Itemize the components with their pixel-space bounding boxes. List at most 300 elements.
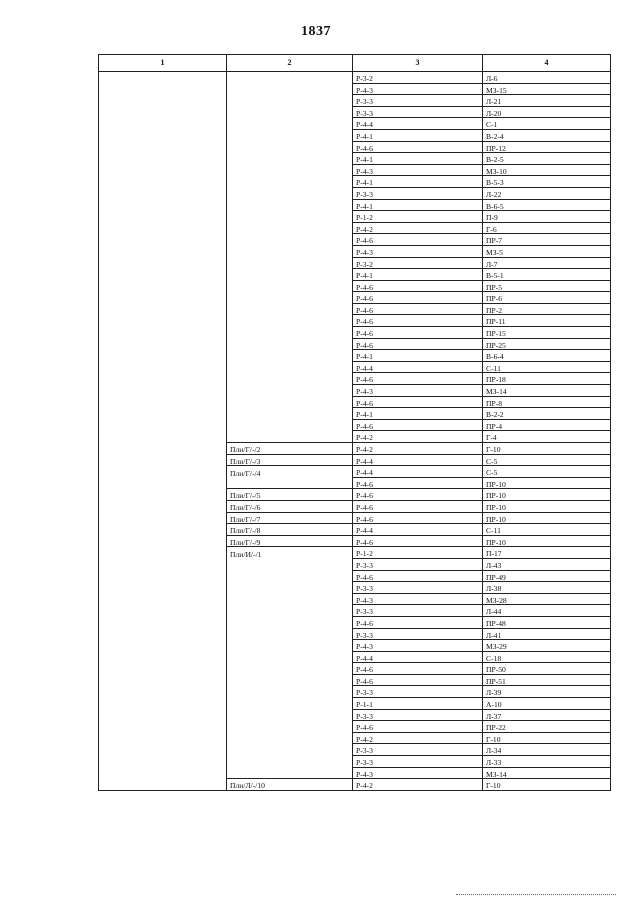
- table-cell-col3: Р-4-6: [353, 396, 483, 408]
- table-row: [99, 72, 611, 84]
- table-cell-col3: Р-3-3: [353, 744, 483, 756]
- table-row: [99, 327, 611, 339]
- table-cell-col1: [99, 118, 227, 130]
- table-cell-col3: Р-3-3: [353, 187, 483, 199]
- table-cell-col1: [99, 443, 227, 455]
- table-row: [99, 593, 611, 605]
- table-row: [99, 338, 611, 350]
- table-cell-col4: Л-37: [483, 709, 611, 721]
- table-cell-col3: Р-3-2: [353, 72, 483, 84]
- table-cell-col3: Р-4-3: [353, 385, 483, 397]
- table-cell-col2: Пли/Г/-/2: [227, 443, 353, 455]
- table-cell-col3: Р-4-6: [353, 674, 483, 686]
- table-cell-col4: С-11: [483, 361, 611, 373]
- table-row: [99, 605, 611, 617]
- table-cell-col2: [227, 72, 353, 84]
- table-cell-col4: ПР-2: [483, 303, 611, 315]
- table-cell-col4: ПР-49: [483, 570, 611, 582]
- table-cell-col4: Л-39: [483, 686, 611, 698]
- table-cell-col2: [227, 95, 353, 107]
- table-row: [99, 466, 611, 478]
- table-cell-col3: Р-4-6: [353, 570, 483, 582]
- table-cell-col3: Р-4-2: [353, 222, 483, 234]
- table-cell-col2: [227, 582, 353, 594]
- table-cell-col1: [99, 709, 227, 721]
- table-cell-col1: [99, 303, 227, 315]
- table-cell-col1: [99, 176, 227, 188]
- table-cell-col3: Р-4-6: [353, 477, 483, 489]
- table-cell-col4: Г-10: [483, 779, 611, 791]
- table-cell-col2: [227, 211, 353, 223]
- table-cell-col4: МЗ-15: [483, 83, 611, 95]
- table-cell-col2: [227, 141, 353, 153]
- table-row: [99, 489, 611, 501]
- table-row: [99, 199, 611, 211]
- table-cell-col1: [99, 593, 227, 605]
- table-row: [99, 779, 611, 791]
- table-cell-col4: ПР-12: [483, 141, 611, 153]
- table-cell-col2: [227, 756, 353, 768]
- table-row: [99, 756, 611, 768]
- table-row: [99, 431, 611, 443]
- table-cell-col4: Л-43: [483, 558, 611, 570]
- table-cell-col4: Л-44: [483, 605, 611, 617]
- table-cell-col3: Р-4-4: [353, 524, 483, 536]
- table-cell-col1: [99, 245, 227, 257]
- table-cell-col1: [99, 651, 227, 663]
- table-cell-col1: [99, 396, 227, 408]
- table-cell-col2: Пли/Г/-/4: [227, 466, 353, 478]
- table-cell-col4: Л-34: [483, 744, 611, 756]
- table-row: [99, 721, 611, 733]
- table-cell-col4: С-5: [483, 466, 611, 478]
- table-row: [99, 176, 611, 188]
- table-row: [99, 535, 611, 547]
- table-cell-col2: [227, 176, 353, 188]
- table-cell-col1: [99, 199, 227, 211]
- table-cell-col3: Р-4-1: [353, 153, 483, 165]
- table-cell-col4: ПР-48: [483, 616, 611, 628]
- table-cell-col2: [227, 257, 353, 269]
- table-row: [99, 628, 611, 640]
- table-row: [99, 211, 611, 223]
- table-row: [99, 315, 611, 327]
- table-cell-col2: [227, 327, 353, 339]
- table-cell-col2: Пли/И/-/1: [227, 547, 353, 559]
- table-row: [99, 616, 611, 628]
- table-cell-col2: Пли/Г/-/5: [227, 489, 353, 501]
- column-header-2: 2: [227, 55, 353, 72]
- table-cell-col2: [227, 222, 353, 234]
- table-cell-col4: В-6-5: [483, 199, 611, 211]
- table-cell-col2: [227, 234, 353, 246]
- table-row: [99, 477, 611, 489]
- table-row: [99, 408, 611, 420]
- table-cell-col1: [99, 257, 227, 269]
- table-cell-col1: [99, 500, 227, 512]
- table-cell-col1: [99, 385, 227, 397]
- table-row: [99, 187, 611, 199]
- table-cell-col1: [99, 547, 227, 559]
- column-header-4: 4: [483, 55, 611, 72]
- table-cell-col4: МЗ-14: [483, 385, 611, 397]
- table-cell-col3: Р-4-6: [353, 338, 483, 350]
- table-cell-col2: Пли/Г/-/9: [227, 535, 353, 547]
- table-cell-col2: [227, 350, 353, 362]
- table-cell-col3: Р-4-4: [353, 454, 483, 466]
- table-cell-col3: Р-1-2: [353, 547, 483, 559]
- table-cell-col1: [99, 477, 227, 489]
- table-cell-col4: Л-22: [483, 187, 611, 199]
- table-cell-col3: Р-1-1: [353, 698, 483, 710]
- data-table: [98, 54, 611, 791]
- table-cell-col2: [227, 570, 353, 582]
- table-cell-col2: [227, 431, 353, 443]
- table-cell-col1: [99, 674, 227, 686]
- table-cell-col4: ПР-4: [483, 419, 611, 431]
- table-cell-col4: В-2-2: [483, 408, 611, 420]
- table-cell-col2: [227, 698, 353, 710]
- table-cell-col2: Пли/Г/-/6: [227, 500, 353, 512]
- table-cell-col1: [99, 535, 227, 547]
- table-cell-col2: Пли/Г/-/8: [227, 524, 353, 536]
- table-cell-col3: Р-4-3: [353, 245, 483, 257]
- table-cell-col3: Р-4-2: [353, 431, 483, 443]
- table-row: [99, 385, 611, 397]
- table-cell-col1: [99, 616, 227, 628]
- table-cell-col2: [227, 385, 353, 397]
- table-cell-col4: ПР-5: [483, 280, 611, 292]
- table-cell-col1: [99, 211, 227, 223]
- table-row: [99, 500, 611, 512]
- table-cell-col1: [99, 767, 227, 779]
- table-cell-col3: Р-4-6: [353, 616, 483, 628]
- table-cell-col3: Р-4-6: [353, 303, 483, 315]
- table-cell-col2: [227, 558, 353, 570]
- table-cell-col2: Пли/Г/-/3: [227, 454, 353, 466]
- table-cell-col2: [227, 767, 353, 779]
- table-cell-col3: Р-4-1: [353, 199, 483, 211]
- table-cell-col1: [99, 83, 227, 95]
- table-cell-col1: [99, 373, 227, 385]
- table-row: [99, 732, 611, 744]
- table-row: [99, 663, 611, 675]
- table-cell-col2: [227, 640, 353, 652]
- table-row: [99, 454, 611, 466]
- table-cell-col4: МЗ-29: [483, 640, 611, 652]
- table-row: [99, 547, 611, 559]
- table-cell-col2: [227, 199, 353, 211]
- table-cell-col4: ПР-10: [483, 512, 611, 524]
- table-row: [99, 373, 611, 385]
- table-row: [99, 698, 611, 710]
- table-cell-col2: Пли/Г/-/7: [227, 512, 353, 524]
- table-cell-col1: [99, 732, 227, 744]
- table-cell-col4: ПР-10: [483, 500, 611, 512]
- table-cell-col1: [99, 558, 227, 570]
- table-cell-col4: Л-20: [483, 106, 611, 118]
- table-row: [99, 686, 611, 698]
- table-row: [99, 129, 611, 141]
- table-cell-col1: [99, 605, 227, 617]
- table-cell-col4: В-6-4: [483, 350, 611, 362]
- table-row: [99, 280, 611, 292]
- table-cell-col1: [99, 129, 227, 141]
- table-cell-col1: [99, 431, 227, 443]
- table-row: [99, 443, 611, 455]
- table-cell-col2: [227, 651, 353, 663]
- table-cell-col1: [99, 721, 227, 733]
- table-row: [99, 524, 611, 536]
- table-cell-col3: Р-4-4: [353, 466, 483, 478]
- table-cell-col3: Р-3-2: [353, 257, 483, 269]
- table-row: [99, 651, 611, 663]
- table-cell-col3: Р-4-4: [353, 651, 483, 663]
- table-cell-col3: Р-4-6: [353, 500, 483, 512]
- table-cell-col4: ПР-51: [483, 674, 611, 686]
- table-row: [99, 95, 611, 107]
- table-row: [99, 570, 611, 582]
- table-row: [99, 245, 611, 257]
- table-cell-col3: Р-4-1: [353, 269, 483, 281]
- table-cell-col3: Р-4-3: [353, 83, 483, 95]
- table-cell-col4: Л-7: [483, 257, 611, 269]
- table-cell-col1: [99, 698, 227, 710]
- table-cell-col2: [227, 408, 353, 420]
- table-cell-col1: [99, 779, 227, 791]
- table-cell-col2: [227, 315, 353, 327]
- table-row: [99, 396, 611, 408]
- table-cell-col3: Р-3-3: [353, 605, 483, 617]
- table-cell-col4: ПР-18: [483, 373, 611, 385]
- table-cell-col3: Р-4-6: [353, 280, 483, 292]
- table-cell-col4: А-10: [483, 698, 611, 710]
- table-row: [99, 257, 611, 269]
- table-cell-col2: [227, 164, 353, 176]
- table-cell-col1: [99, 106, 227, 118]
- table-cell-col2: [227, 245, 353, 257]
- table-cell-col4: ПР-8: [483, 396, 611, 408]
- table-cell-col2: [227, 129, 353, 141]
- table-cell-col3: Р-4-6: [353, 512, 483, 524]
- table-row: [99, 582, 611, 594]
- table-cell-col4: МЗ-14: [483, 767, 611, 779]
- table-cell-col4: Г-10: [483, 732, 611, 744]
- table-cell-col2: [227, 605, 353, 617]
- table-cell-col1: [99, 466, 227, 478]
- table-cell-col4: ПР-50: [483, 663, 611, 675]
- table-cell-col3: Р-4-6: [353, 721, 483, 733]
- table-cell-col4: МЗ-10: [483, 164, 611, 176]
- table-cell-col3: Р-3-3: [353, 558, 483, 570]
- table-cell-col2: [227, 593, 353, 605]
- table-cell-col1: [99, 222, 227, 234]
- table-cell-col1: [99, 350, 227, 362]
- table-cell-col2: [227, 686, 353, 698]
- table-cell-col4: Г-4: [483, 431, 611, 443]
- table-cell-col4: МЗ-5: [483, 245, 611, 257]
- table-row: [99, 419, 611, 431]
- table-cell-col4: В-2-4: [483, 129, 611, 141]
- table-cell-col1: [99, 338, 227, 350]
- table-cell-col2: [227, 674, 353, 686]
- table-cell-col4: Л-33: [483, 756, 611, 768]
- table-cell-col3: Р-4-6: [353, 663, 483, 675]
- table-cell-col1: [99, 164, 227, 176]
- table-cell-col1: [99, 663, 227, 675]
- table-cell-col1: [99, 419, 227, 431]
- table-cell-col3: Р-4-3: [353, 164, 483, 176]
- table-row: [99, 292, 611, 304]
- table-cell-col4: ПР-7: [483, 234, 611, 246]
- table-cell-col3: Р-3-3: [353, 106, 483, 118]
- table-cell-col3: Р-4-6: [353, 373, 483, 385]
- table-cell-col3: Р-4-6: [353, 141, 483, 153]
- table-cell-col1: [99, 269, 227, 281]
- table-cell-col4: Г-6: [483, 222, 611, 234]
- table-cell-col4: В-2-5: [483, 153, 611, 165]
- page-number: 1837: [301, 24, 331, 39]
- table-cell-col2: [227, 118, 353, 130]
- table-cell-col2: [227, 419, 353, 431]
- table-cell-col4: С-1: [483, 118, 611, 130]
- table-cell-col1: [99, 454, 227, 466]
- table-cell-col3: Р-4-6: [353, 535, 483, 547]
- table-cell-col3: Р-1-2: [353, 211, 483, 223]
- table-cell-col2: [227, 83, 353, 95]
- table-row: [99, 83, 611, 95]
- table-row: [99, 153, 611, 165]
- table-row: [99, 164, 611, 176]
- table-cell-col1: [99, 141, 227, 153]
- table-cell-col3: Р-4-6: [353, 315, 483, 327]
- table-cell-col3: Р-4-6: [353, 234, 483, 246]
- table-cell-col3: Р-4-6: [353, 327, 483, 339]
- table-cell-col2: [227, 361, 353, 373]
- table-cell-col1: [99, 327, 227, 339]
- table-cell-col4: П-9: [483, 211, 611, 223]
- table-cell-col4: С-18: [483, 651, 611, 663]
- table-cell-col2: [227, 338, 353, 350]
- table-cell-col2: [227, 373, 353, 385]
- table-cell-col3: Р-4-6: [353, 292, 483, 304]
- table-row: [99, 303, 611, 315]
- table-cell-col3: Р-4-1: [353, 129, 483, 141]
- table-cell-col1: [99, 234, 227, 246]
- table-cell-col3: Р-4-4: [353, 118, 483, 130]
- table-cell-col2: [227, 280, 353, 292]
- table-cell-col1: [99, 280, 227, 292]
- table-cell-col2: [227, 153, 353, 165]
- table-cell-col1: [99, 489, 227, 501]
- table-cell-col3: Р-4-3: [353, 593, 483, 605]
- table-cell-col2: [227, 721, 353, 733]
- table-row: [99, 361, 611, 373]
- table-cell-col4: Г-10: [483, 443, 611, 455]
- table-cell-col1: [99, 640, 227, 652]
- table-cell-col1: [99, 315, 227, 327]
- table-cell-col1: [99, 756, 227, 768]
- table-cell-col2: [227, 477, 353, 489]
- column-header-3: 3: [353, 55, 483, 72]
- table-cell-col1: [99, 187, 227, 199]
- table-cell-col4: ПР-11: [483, 315, 611, 327]
- table-cell-col2: Пли/Л/-/10: [227, 779, 353, 791]
- table-cell-col4: С-11: [483, 524, 611, 536]
- table-cell-col3: Р-4-2: [353, 443, 483, 455]
- table-cell-col3: Р-4-6: [353, 489, 483, 501]
- table-cell-col4: ПР-22: [483, 721, 611, 733]
- table-cell-col4: ПР-25: [483, 338, 611, 350]
- table-cell-col2: [227, 663, 353, 675]
- table-cell-col4: Л-38: [483, 582, 611, 594]
- table-cell-col4: ПР-15: [483, 327, 611, 339]
- table-cell-col4: МЗ-28: [483, 593, 611, 605]
- table-cell-col3: Р-3-3: [353, 95, 483, 107]
- table-row: [99, 234, 611, 246]
- table-row: [99, 118, 611, 130]
- table-row: [99, 350, 611, 362]
- table-cell-col3: Р-3-3: [353, 709, 483, 721]
- table-cell-col3: Р-4-4: [353, 361, 483, 373]
- table-cell-col4: ПР-10: [483, 477, 611, 489]
- table-cell-col1: [99, 95, 227, 107]
- table-cell-col4: В-5-1: [483, 269, 611, 281]
- table-cell-col3: Р-4-6: [353, 419, 483, 431]
- table-cell-col1: [99, 153, 227, 165]
- table-cell-col1: [99, 72, 227, 84]
- table-cell-col2: [227, 616, 353, 628]
- table-cell-col1: [99, 570, 227, 582]
- footer-divider: [456, 894, 616, 895]
- table-cell-col3: Р-3-3: [353, 686, 483, 698]
- table-cell-col3: Р-4-3: [353, 767, 483, 779]
- table-cell-col2: [227, 628, 353, 640]
- table-cell-col4: В-5-3: [483, 176, 611, 188]
- table-cell-col1: [99, 582, 227, 594]
- table-cell-col2: [227, 744, 353, 756]
- table-row: [99, 767, 611, 779]
- table-cell-col3: Р-4-1: [353, 350, 483, 362]
- table-cell-col2: [227, 709, 353, 721]
- table-cell-col4: Л-41: [483, 628, 611, 640]
- table-cell-col4: ПР-6: [483, 292, 611, 304]
- table-cell-col1: [99, 292, 227, 304]
- table-cell-col4: ПР-10: [483, 535, 611, 547]
- table-cell-col4: Л-21: [483, 95, 611, 107]
- table-cell-col4: Л-6: [483, 72, 611, 84]
- table-cell-col1: [99, 686, 227, 698]
- table-row: [99, 512, 611, 524]
- table-row: [99, 709, 611, 721]
- table-row: [99, 269, 611, 281]
- table-cell-col1: [99, 408, 227, 420]
- table-cell-col1: [99, 628, 227, 640]
- table-row: [99, 744, 611, 756]
- table-body: [99, 72, 611, 791]
- table-cell-col3: Р-4-2: [353, 779, 483, 791]
- table-cell-col2: [227, 187, 353, 199]
- table-cell-col3: Р-4-1: [353, 408, 483, 420]
- table-cell-col1: [99, 512, 227, 524]
- table-cell-col3: Р-3-3: [353, 582, 483, 594]
- table-row: [99, 106, 611, 118]
- table-cell-col1: [99, 524, 227, 536]
- table-cell-col3: Р-3-3: [353, 628, 483, 640]
- table-cell-col1: [99, 361, 227, 373]
- table-row: [99, 640, 611, 652]
- table-cell-col2: [227, 269, 353, 281]
